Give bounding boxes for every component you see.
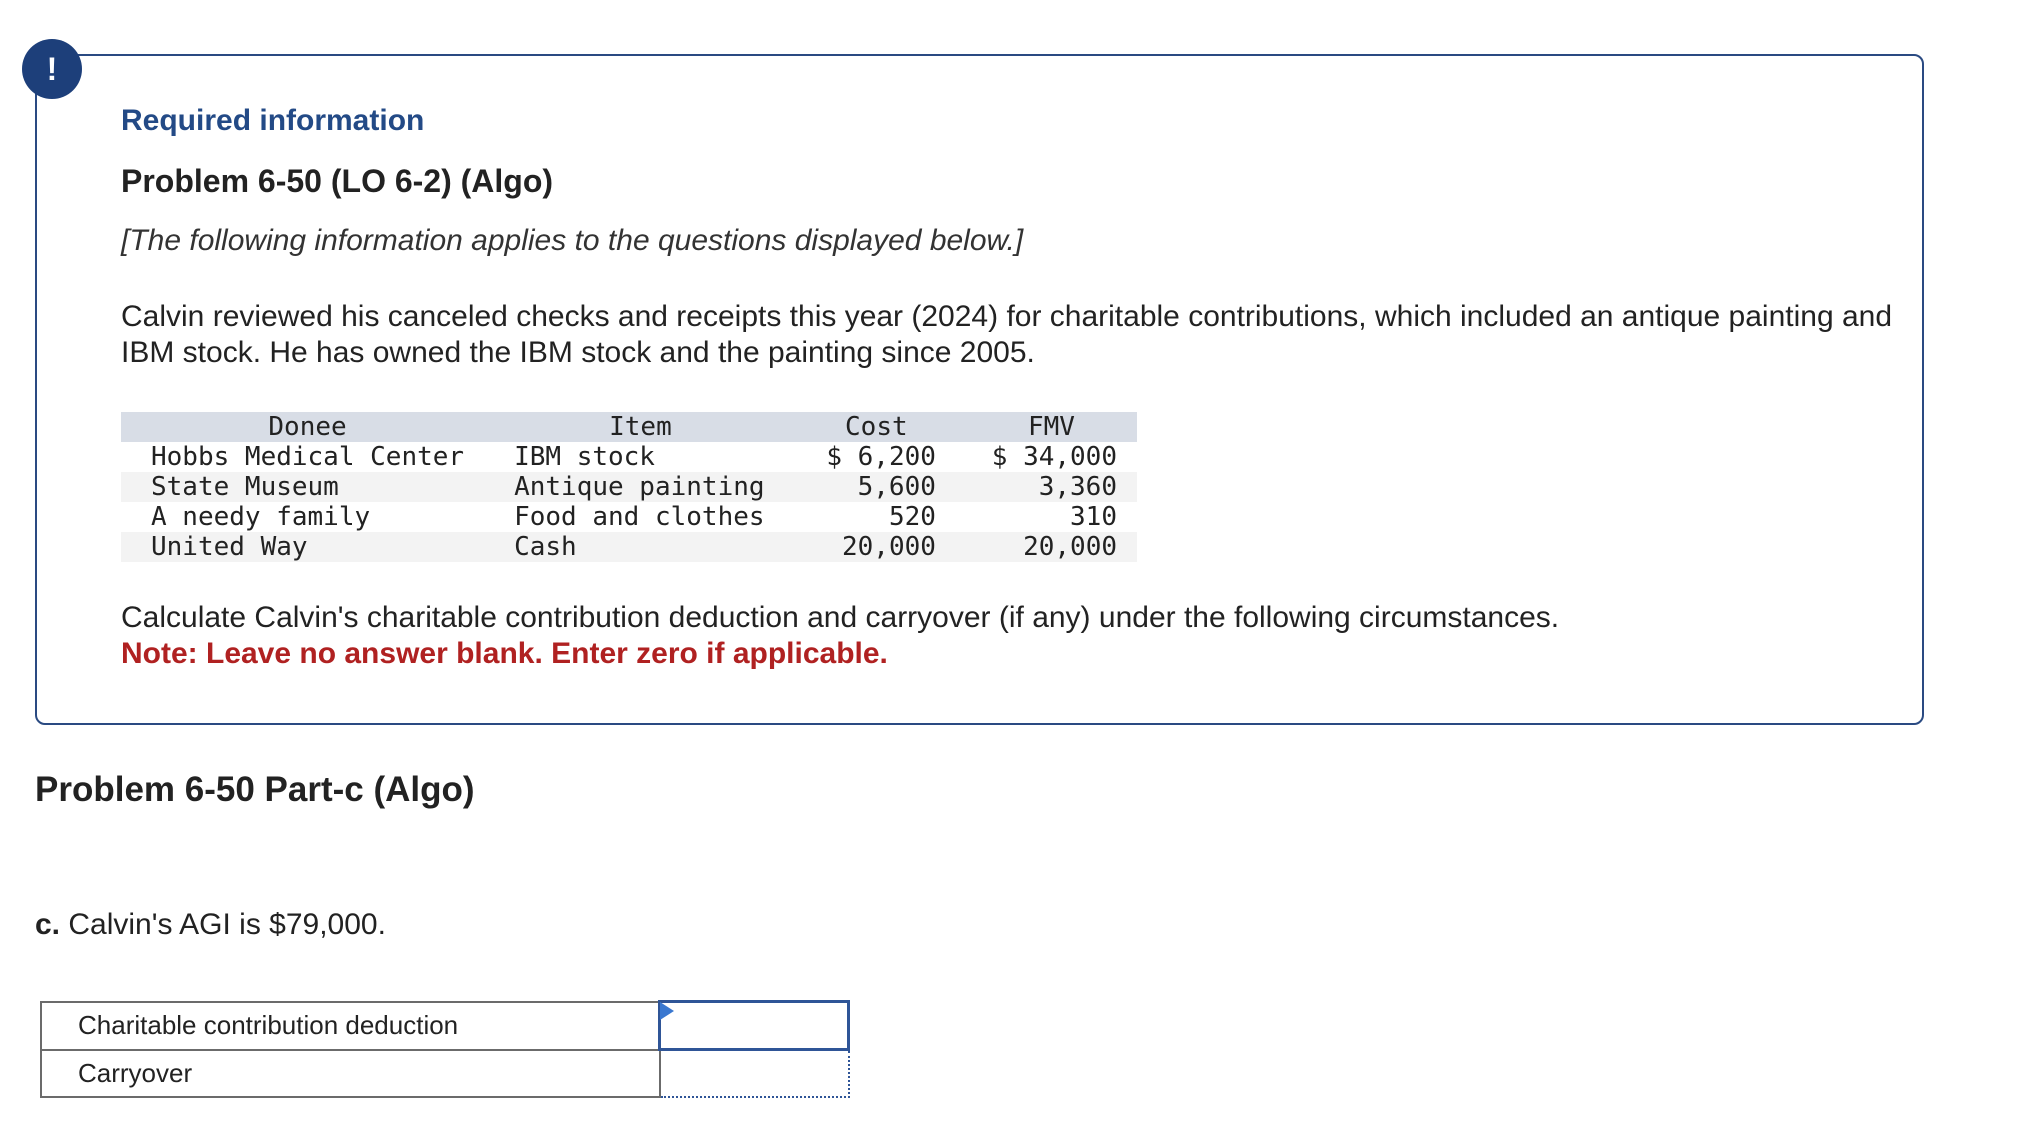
header-fmv: FMV xyxy=(1027,412,1075,442)
donee-cell: Hobbs Medical Center xyxy=(151,442,465,472)
scenario-text: Calvin reviewed his canceled checks and receipts this year (2024) for charitable contributions, which included an antique painting and IBM stock. He has owned the IBM stock and the painting since 2005. xyxy=(121,300,1893,369)
header-donee: Donee xyxy=(268,412,347,442)
item-cell: IBM stock xyxy=(514,442,655,472)
table-header-row xyxy=(121,412,1137,442)
carryover-answer-cell[interactable] xyxy=(660,1050,849,1098)
instruction-text: Calculate Calvin's charitable contribution deduction and carryover (if any) under the following circumstances. xyxy=(121,601,1560,634)
flag-icon xyxy=(660,1002,674,1020)
item-cell: Antique painting xyxy=(514,472,765,502)
answer-note: Note: Leave no answer blank. Enter zero if applicable. xyxy=(121,637,888,670)
table-row xyxy=(121,442,1137,472)
applies-note: [The following information applies to the questions displayed below.] xyxy=(121,224,1024,257)
deduction-input[interactable] xyxy=(661,1003,847,1048)
cost-cell: 520 xyxy=(888,502,936,532)
part-question xyxy=(35,908,386,942)
cost-cell: 20,000 xyxy=(841,532,936,562)
donee-cell: State Museum xyxy=(151,472,339,502)
deduction-label: Charitable contribution deduction xyxy=(41,1002,660,1050)
header-cost: Cost xyxy=(845,412,908,442)
table-row xyxy=(121,502,1137,532)
question-letter: c. xyxy=(35,908,61,941)
answer-table xyxy=(40,1000,850,1098)
item-cell: Cash xyxy=(514,532,577,562)
item-cell: Food and clothes xyxy=(514,502,765,532)
required-information-heading: Required information xyxy=(121,104,425,137)
table-row xyxy=(121,532,1137,562)
contributions-table xyxy=(121,412,1137,562)
part-title: Problem 6-50 Part-c (Algo) xyxy=(35,770,475,809)
fmv-cell: $ 34,000 xyxy=(991,442,1117,472)
problem-title: Problem 6-50 (LO 6-2) (Algo) xyxy=(121,163,554,199)
table-row xyxy=(121,472,1137,502)
cost-cell: 5,600 xyxy=(857,472,936,502)
donee-cell: United Way xyxy=(151,532,308,562)
deduction-answer-cell[interactable] xyxy=(660,1002,849,1050)
answer-row-deduction xyxy=(41,1002,849,1050)
cost-cell: $ 6,200 xyxy=(826,442,936,472)
fmv-cell: 3,360 xyxy=(1038,472,1117,502)
donee-cell: A needy family xyxy=(151,502,371,532)
header-item: Item xyxy=(609,412,672,442)
carryover-input[interactable] xyxy=(661,1051,848,1096)
answer-row-carryover xyxy=(41,1050,849,1098)
fmv-cell: 310 xyxy=(1070,502,1117,532)
carryover-label: Carryover xyxy=(41,1050,660,1098)
fmv-cell: 20,000 xyxy=(1023,532,1117,562)
question-text: Calvin's AGI is $79,000. xyxy=(60,908,386,941)
exclamation-icon: ! xyxy=(22,39,82,99)
